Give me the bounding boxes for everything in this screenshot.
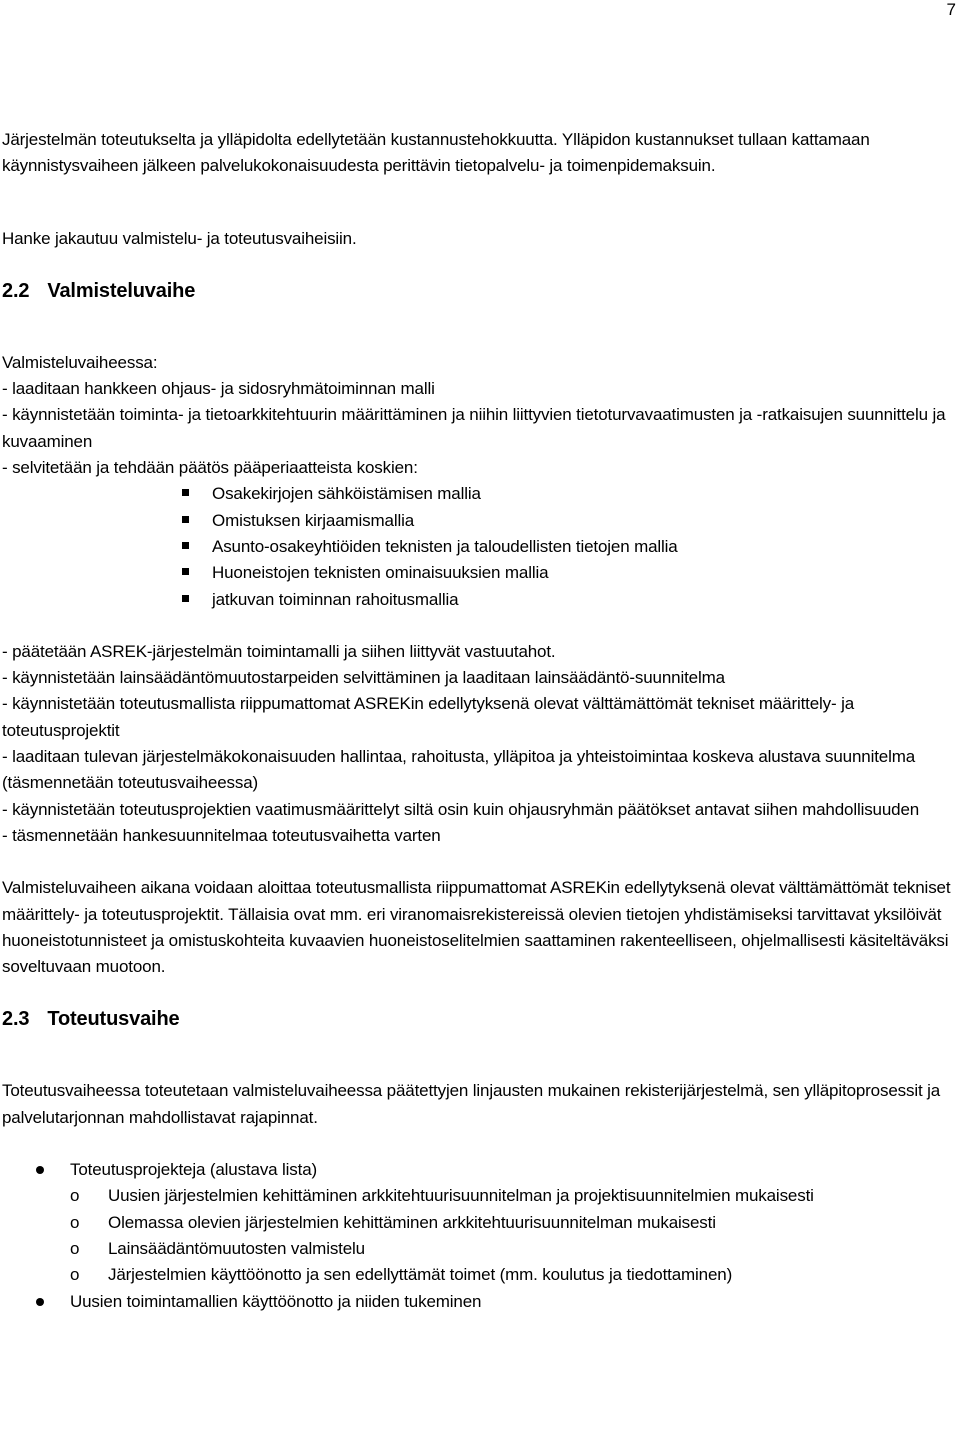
section-heading-2-3 <box>2 1006 954 1032</box>
sub-bullet-item: o Lainsäädäntömuutosten valmistelu <box>36 1236 954 1262</box>
dash-item: - käynnistetään toteutusmallista riippumattomat ASREKin edellytyksenä olevat välttämättömät tekniset määrittely- ja toteutusprojektit <box>2 694 855 740</box>
implementation-list <box>2 1157 954 1315</box>
closing-paragraph: Valmisteluvaiheen aikana voidaan aloittaa toteutusmallista riippumattomat ASREKin edellytyksenä olevat välttämättömät tekniset määrittely- ja toteutusprojektit. Tällaisia ovat mm. eri viranomaisrekistereissä olevien tietojen yhdistämiseksi tarvittavat yksilöivät huoneistotunnisteet ja omistuskohteita kuvaavien huoneistoselitelmien saattaminen rakenteelliseen, ohjelmallisesti käsiteltäväksi soveltuvaan muotoon. <box>2 878 951 977</box>
principles-list <box>2 481 954 612</box>
square-bullet-item: Huoneistojen teknisten ominaisuuksien mallia <box>182 560 954 586</box>
square-bullet-item: jatkuvan toiminnan rahoitusmallia <box>182 587 954 613</box>
dash-item: - käynnistetään lainsäädäntömuutostarpeiden selvittäminen ja laaditaan lainsäädäntö-suunnitelma <box>2 668 725 688</box>
dash-item: - käynnistetään toiminta- ja tietoarkkitehtuurin määrittäminen ja niihin liittyvien tietoturvavaatimusten ja -ratkaisujen suunnittelu ja kuvaaminen <box>2 405 946 451</box>
sub-bullet-item: o Uusien järjestelmien kehittäminen arkkitehtuurisuunnitelman ja projektisuunnitelmien mukaisesti <box>36 1183 954 1209</box>
section-lead: Valmisteluvaiheessa: <box>2 352 158 372</box>
dash-item: - laaditaan tulevan järjestelmäkokonaisuuden hallintaa, rahoitusta, ylläpitoa ja yhteistoimintaa koskeva alustava suunnitelma (täsmennetään toteutusvaiheessa) <box>2 747 916 793</box>
dash-item: - päätetään ASREK-järjestelmän toimintamalli ja siihen liittyvät vastuutahot. <box>2 641 556 661</box>
bullet-item <box>36 1157 954 1288</box>
sub-bullet-item: o Järjestelmien käyttöönotto ja sen edellyttämät toimet (mm. koulutus ja tiedottaminen) <box>36 1262 954 1288</box>
intro-phase-sentence: Hanke jakautuu valmistelu- ja toteutusvaiheisiin. <box>2 228 357 248</box>
square-bullet-item: Asunto-osakeyhtiöiden teknisten ja taloudellisten tietojen mallia <box>182 534 954 560</box>
dash-item: - laaditaan hankkeen ohjaus- ja sidosryhmätoiminnan malli <box>2 379 435 399</box>
section-heading-2-2 <box>2 278 954 304</box>
section-number: 2.3 <box>2 1008 30 1031</box>
square-bullet-item: Osakekirjojen sähköistämisen mallia <box>182 481 954 507</box>
section-title: Valmisteluvaihe <box>47 279 196 302</box>
sub-bullet-item: o Olemassa olevien järjestelmien kehittäminen arkkitehtuurisuunnitelman mukaisesti <box>36 1210 954 1236</box>
document-body <box>2 127 954 1315</box>
dash-item: - selvitetään ja tehdään päätös pääperiaatteista koskien: <box>2 458 418 478</box>
projects-sublist <box>36 1183 954 1288</box>
intro-paragraph: Järjestelmän toteutukselta ja ylläpidolta edellytetään kustannustehokkuutta. Ylläpidon kustannukset tullaan kattamaan käynnistysvaiheen jälkeen palvelukokonaisuudesta perittävin tietopalvelu- ja toimenpidemaksuin. <box>2 130 870 176</box>
square-bullet-item: Omistuksen kirjaamismallia <box>182 508 954 534</box>
bullet-item-label: Toteutusprojekteja (alustava lista) <box>70 1160 318 1180</box>
dash-item: - täsmennetään hankesuunnitelmaa toteutusvaihetta varten <box>2 825 441 845</box>
section-lead: Toteutusvaiheessa toteutetaan valmisteluvaiheessa päätettyjen linjausten mukainen rekisterijärjestelmä, sen ylläpitoprosessit ja palvelutarjonnan mahdollistavat rajapinnat. <box>2 1081 941 1127</box>
dash-item: - käynnistetään toteutusprojektien vaatimusmäärittelyt siltä osin kuin ohjausryhmän päätökset antavat siihen mahdollisuuden <box>2 799 920 819</box>
bullet-item: Uusien toimintamallien käyttöönotto ja niiden tukeminen <box>36 1289 954 1315</box>
section-number: 2.2 <box>2 279 30 302</box>
page-number: 7 <box>946 0 956 19</box>
section-title: Toteutusvaihe <box>47 1008 180 1031</box>
